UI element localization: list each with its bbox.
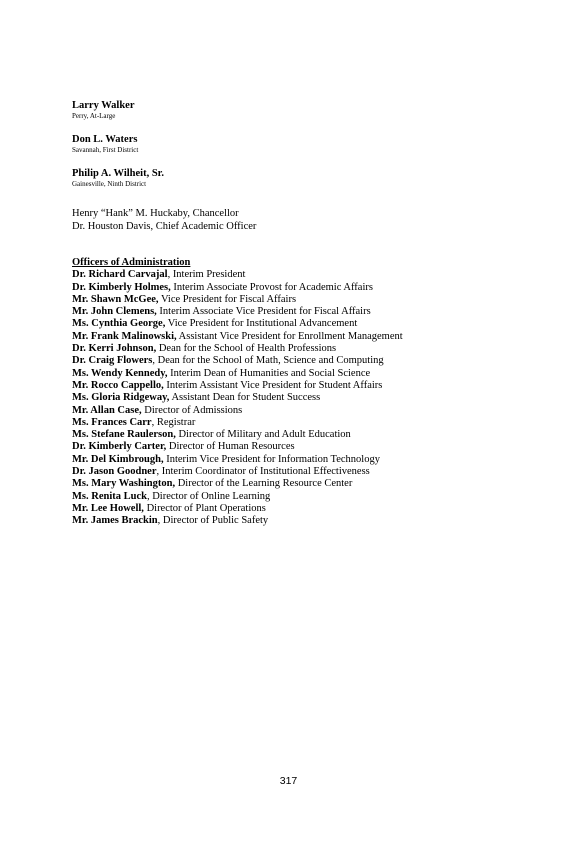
officer-row	[72, 503, 562, 515]
officer-name: Mr. Rocco Cappello,	[72, 379, 164, 391]
officer-title: Vice President for Institutional Advancement	[165, 318, 358, 330]
officer-row	[72, 454, 562, 466]
officer-row	[72, 441, 562, 453]
officer-title: Director of Military and Adult Education	[175, 429, 351, 441]
officer-title: , Registrar	[151, 416, 196, 428]
officer-row	[72, 405, 562, 417]
officer-row	[72, 331, 562, 343]
officer-name: Ms. Mary Washington,	[72, 478, 176, 490]
officer-row	[72, 429, 562, 441]
officer-title: Dean for the School of Health Professions	[156, 343, 337, 355]
officer-name: Ms. Renita Luck	[72, 490, 147, 502]
officer-row	[72, 306, 562, 318]
regents-list	[72, 99, 552, 201]
officer-row	[72, 515, 562, 527]
regent-name: Larry Walker	[72, 100, 135, 111]
officer-row	[72, 294, 562, 306]
page-number: 317	[279, 775, 298, 787]
officer-title: , Director of Online Learning	[146, 490, 271, 502]
officers-list	[72, 269, 562, 527]
officer-title: , Dean for the School of Math, Science and Computing	[152, 355, 384, 367]
officer-name: Ms. Wendy Kennedy,	[72, 367, 168, 379]
chancellor-line: Henry “Hank” M. Huckaby, Chancellor	[72, 208, 239, 219]
officer-row	[72, 392, 562, 404]
officer-title: Vice President for Fiscal Affairs	[158, 293, 297, 305]
officer-row	[72, 368, 562, 380]
officer-title: Interim Associate Provost for Academic Affairs	[170, 281, 373, 293]
officer-row	[72, 343, 562, 355]
regent-name: Don L. Waters	[72, 134, 138, 145]
officer-row	[72, 318, 562, 330]
officer-row	[72, 491, 562, 503]
officer-name: Mr. James Brackin	[72, 515, 158, 527]
officer-title: Director of Human Resources	[166, 441, 295, 453]
officer-title: Interim Associate Vice President for Fiscal Affairs	[156, 306, 371, 318]
officer-name: Dr. Kimberly Carter,	[72, 441, 167, 453]
officer-row	[72, 466, 562, 478]
regent-district: Savannah, First District	[72, 146, 139, 154]
officer-name: Mr. Allan Case,	[72, 404, 142, 416]
officer-name: Dr. Kerri Johnson,	[72, 343, 157, 355]
officer-name: Dr. Richard Carvajal	[72, 269, 168, 281]
chief-academic-officer-line: Dr. Houston Davis, Chief Academic Officer	[72, 220, 257, 232]
regent-entry	[72, 133, 552, 155]
officer-title: Interim Assistant Vice President for Student Affairs	[163, 379, 383, 391]
officer-row	[72, 269, 562, 281]
officer-name: Mr. John Clemens,	[72, 306, 157, 318]
regent-entry	[72, 99, 552, 121]
officer-name: Ms. Stefane Raulerson,	[72, 429, 176, 441]
officer-name: Ms. Cynthia George,	[72, 318, 166, 330]
officer-name: Mr. Frank Malinowski,	[72, 330, 177, 342]
officers-section	[72, 257, 562, 528]
officer-row	[72, 478, 562, 490]
officer-name: Ms. Gloria Ridgeway,	[72, 392, 170, 404]
regent-district: Gainesville, Ninth District	[72, 180, 147, 188]
officer-title: , Interim President	[167, 269, 246, 281]
officer-title: Interim Dean of Humanities and Social Science	[167, 367, 371, 379]
officer-name: Mr. Lee Howell,	[72, 502, 144, 514]
officer-name: Dr. Craig Flowers	[72, 355, 153, 367]
officer-row	[72, 282, 562, 294]
officer-title: , Director of Public Safety	[157, 515, 269, 527]
officer-name: Ms. Frances Carr	[72, 416, 152, 428]
officer-title: Director of Plant Operations	[143, 502, 266, 514]
officer-name: Mr. Shawn McGee,	[72, 293, 159, 305]
officer-title: Assistant Dean for Student Success	[169, 392, 321, 404]
regent-entry	[72, 167, 552, 189]
regent-name: Philip A. Wilheit, Sr.	[72, 168, 165, 179]
officer-name: Dr. Kimberly Holmes,	[72, 281, 171, 293]
officer-title: Assistant Vice President for Enrollment Management	[176, 330, 403, 342]
officer-row	[72, 417, 562, 429]
officer-name: Mr. Del Kimbrough,	[72, 453, 164, 465]
officer-title: Director of Admissions	[141, 404, 243, 416]
officer-title: Director of the Learning Resource Center	[175, 478, 353, 490]
regent-district: Perry, At-Large	[72, 112, 116, 120]
officer-row	[72, 380, 562, 392]
officers-heading: Officers of Administration	[72, 257, 191, 268]
officer-title: Interim Vice President for Information Technology	[163, 453, 380, 465]
officer-name: Dr. Jason Goodner	[72, 466, 157, 478]
officer-title: , Interim Coordinator of Institutional Effectiveness	[156, 466, 370, 478]
officer-row	[72, 355, 562, 367]
chancellery-block	[72, 208, 552, 233]
